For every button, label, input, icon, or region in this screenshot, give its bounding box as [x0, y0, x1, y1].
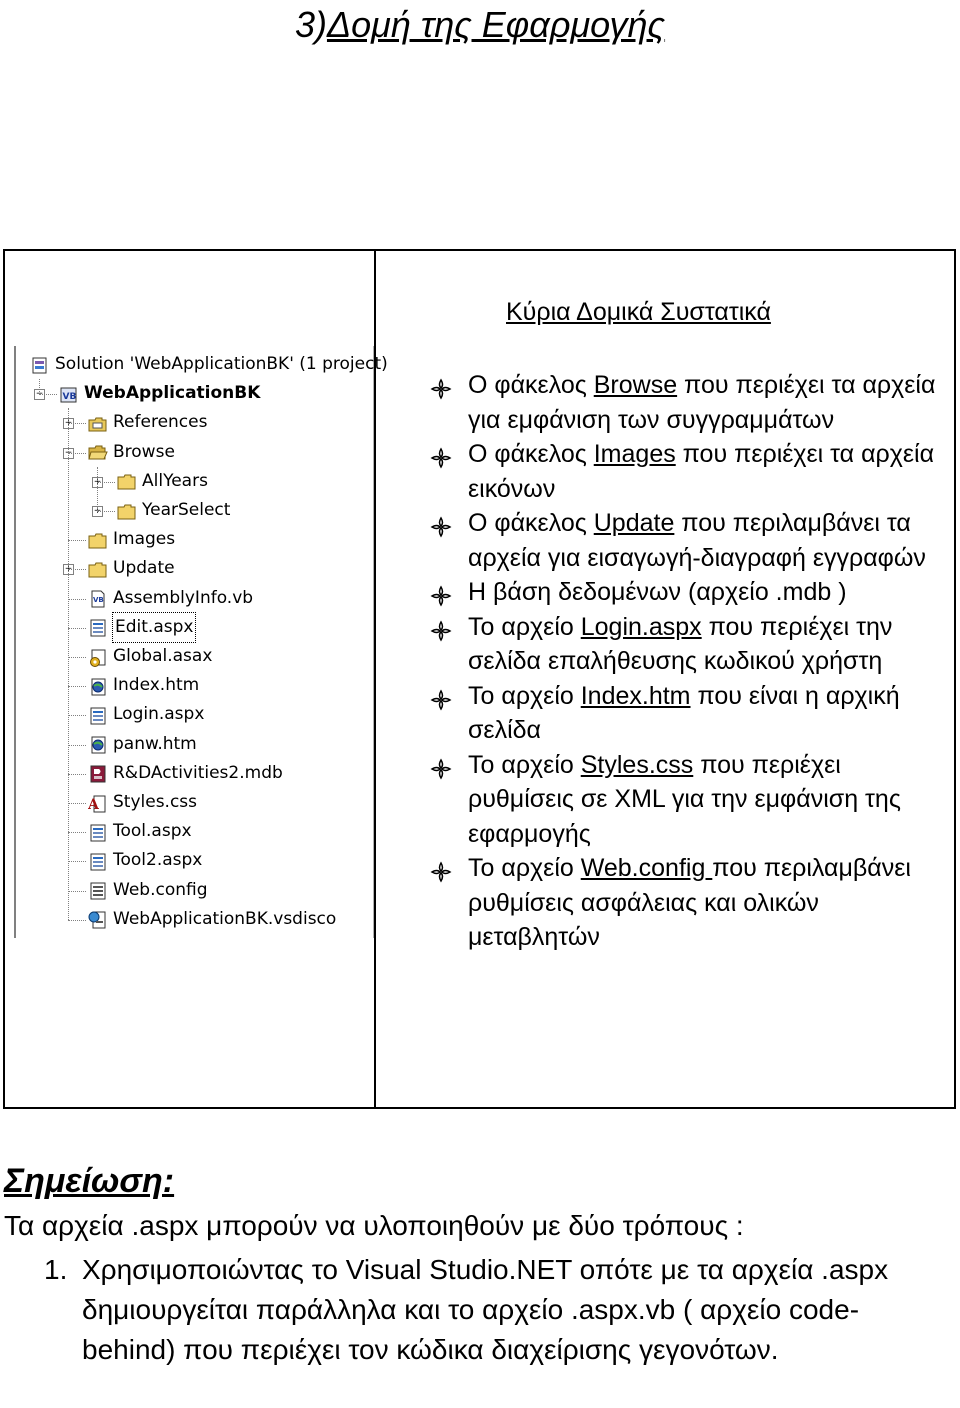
tree-connector [68, 745, 86, 746]
diamond-bullet-icon [430, 858, 452, 880]
svg-text:VB: VB [93, 596, 104, 605]
note-item-number: 1. [44, 1254, 68, 1285]
tree-connector [68, 453, 86, 454]
folder-icon [117, 472, 137, 490]
note-item [44, 1250, 944, 1370]
component-bullet [430, 610, 940, 679]
diamond-bullet-icon [430, 582, 452, 604]
tree-item[interactable] [117, 467, 208, 496]
tree-left-border [14, 346, 16, 938]
folder-open-icon [88, 443, 108, 461]
folder-icon [88, 560, 108, 578]
tree-item[interactable] [88, 642, 212, 671]
collapse-icon[interactable]: − [35, 389, 44, 400]
bullet-file-name: Styles.css [580, 750, 694, 779]
bullet-text: που περιλαμβάνει ρυθμίσεις ασφάλειας και ολικών μεταβλητών [468, 854, 911, 951]
bullet-text: Ο φάκελος [468, 371, 594, 399]
tree-connector [68, 832, 86, 833]
tree-item-label: Update [113, 558, 175, 579]
references-folder-icon [88, 414, 108, 432]
tree-item[interactable] [88, 584, 253, 613]
diamond-bullet-icon [430, 375, 452, 397]
htm-file-icon [88, 677, 108, 695]
tree-item[interactable] [88, 905, 336, 934]
bullet-text: που περιέχει τα αρχεία για εμφάνιση των συγγραμμάτων [468, 371, 936, 434]
vb-file-icon [88, 589, 108, 607]
bullet-text: που περιέχει ρυθμίσεις σε XML για την εμφάνιση της εφαρμογής [468, 750, 901, 848]
component-bullet [430, 575, 940, 610]
tree-item[interactable] [88, 613, 195, 642]
tree-item[interactable] [88, 554, 175, 583]
bullet-text: Η βάση δεδομένων (αρχείο .mdb ) [468, 578, 847, 606]
diamond-bullet-icon [430, 444, 452, 466]
tree-item-label: YearSelect [142, 500, 231, 520]
tree-connector [68, 920, 86, 921]
asax-file-icon [88, 648, 108, 666]
tree-item[interactable] [88, 671, 199, 700]
tree-item-label: R&DActivities2.mdb [113, 762, 283, 783]
folder-icon [117, 502, 137, 520]
expand-icon[interactable]: + [64, 564, 73, 575]
bullet-text: που είναι η αρχική σελίδα [468, 681, 900, 744]
mdb-file-icon [88, 764, 108, 782]
components-list [430, 368, 940, 955]
tree-connector [68, 803, 86, 804]
tree-connector [39, 379, 40, 394]
tree-connector [68, 774, 86, 775]
tree-connector [68, 686, 86, 687]
tree-item-label: Index.htm [113, 675, 200, 696]
config-file-icon [88, 881, 108, 899]
tree-connector [68, 423, 86, 424]
bullet-text: Το αρχείο [468, 750, 581, 779]
tree-connector [68, 715, 86, 716]
tree-item-label: WebApplicationBK.vsdisco [113, 908, 337, 929]
expand-icon[interactable]: + [93, 476, 102, 487]
diamond-bullet-icon [430, 755, 452, 777]
css-file-icon [88, 794, 108, 812]
tree-item-label: Web.config [113, 879, 208, 900]
component-bullet [430, 368, 940, 437]
tree-item[interactable] [88, 759, 283, 788]
tree-item-label: Login.aspx [113, 704, 205, 725]
component-bullet [430, 437, 940, 506]
tree-item[interactable] [88, 438, 175, 467]
tree-item-label: Styles.css [113, 792, 198, 812]
aspx-file-icon [88, 852, 108, 870]
tree-item-label: References [113, 412, 208, 433]
bullet-text: Ο φάκελος [468, 440, 594, 468]
tree-item[interactable] [117, 496, 230, 525]
bullet-text: Το αρχείο [468, 854, 581, 882]
tree-item[interactable] [59, 379, 260, 408]
tree-connector [68, 540, 86, 541]
tree-connector [39, 394, 57, 395]
bullet-text: Το αρχείο [468, 612, 581, 641]
bullet-text: που περιέχει την σελίδα επαλήθευσης κωδικού χρήστη [468, 612, 893, 675]
solution-explorer-tree [14, 346, 388, 938]
tree-connector [97, 482, 115, 483]
folder-icon [88, 531, 108, 549]
component-bullet [430, 506, 940, 575]
bullet-file-name: Web.config [580, 854, 713, 882]
tree-item[interactable] [88, 817, 192, 846]
tree-item[interactable] [88, 525, 175, 554]
tree-item-label: AllYears [142, 470, 208, 491]
note-heading: Σημείωση: [4, 1162, 175, 1200]
solution-icon [30, 356, 50, 374]
svg-text:VB: VB [62, 391, 77, 402]
tree-item[interactable] [88, 730, 197, 759]
tree-item[interactable] [88, 408, 207, 437]
component-bullet [430, 851, 940, 955]
tree-item-label: Tool.aspx [113, 821, 192, 842]
expand-icon[interactable]: + [93, 506, 102, 516]
page-title [0, 4, 960, 46]
tree-right-border [373, 346, 374, 938]
bullet-text: που περιλαμβάνει τα αρχεία για εισαγωγή-διαγραφή εγγραφών [468, 509, 926, 572]
tree-connector [68, 628, 86, 629]
tree-item[interactable] [88, 700, 204, 729]
aspx-file-icon [88, 706, 108, 724]
tree-item[interactable] [88, 788, 197, 817]
aspx-file-icon [88, 823, 108, 841]
vb-project-icon [59, 385, 79, 403]
tree-connector [68, 861, 86, 862]
diamond-bullet-icon [430, 686, 452, 708]
tree-item-label: Global.asax [113, 646, 213, 666]
tree-item-label: Tool2.aspx [113, 850, 203, 871]
tree-connector [68, 891, 86, 892]
tree-item[interactable] [88, 876, 208, 905]
bullet-text: Το αρχείο [468, 681, 581, 710]
vsdisco-file-icon [88, 910, 108, 928]
bullet-text: Ο φάκελος [468, 509, 594, 537]
bullet-file-name: Browse [593, 371, 678, 399]
tree-item[interactable] [30, 350, 388, 379]
note-intro: Τα αρχεία .aspx μπορούν να υλοποιηθούν με δύο τρόπους : [4, 1210, 744, 1241]
title-prefix: 3) [294, 4, 327, 45]
svg-text:A: A [88, 796, 99, 813]
tree-item[interactable] [88, 846, 202, 875]
bullet-file-name: Login.aspx [580, 612, 702, 641]
tree-connector [68, 569, 86, 570]
tree-connector [68, 657, 86, 658]
component-bullet [430, 748, 940, 852]
diamond-bullet-icon [430, 617, 452, 639]
title-text: Δομή της Εφαρμογής [326, 4, 666, 45]
note-item-text: Χρησιμοποιώντας το Visual Studio.NET οπότε με τα αρχεία .aspx δημιουργείται παράλληλα και το αρχείο .aspx.vb ( αρχείο code-behind) που περιέχει τον κώδικα διαχείρισης γεγονότων. [82, 1254, 889, 1365]
tree-item-label: Solution 'WebApplicationBK' (1 project) [55, 354, 388, 374]
tree-item-label: AssemblyInfo.vb [113, 587, 254, 608]
tree-connector [68, 599, 86, 600]
collapse-icon[interactable]: − [64, 447, 73, 458]
htm-file-icon [88, 735, 108, 753]
diamond-bullet-icon [430, 513, 452, 535]
tree-connector [97, 511, 115, 512]
tree-item-label: Images [113, 529, 176, 550]
bullet-file-name: Update [593, 509, 675, 537]
tree-item-label: Browse [113, 441, 175, 462]
expand-icon[interactable]: + [64, 418, 73, 429]
tree-item-label: panw.htm [113, 733, 197, 754]
bullet-file-name: Index.htm [580, 681, 691, 710]
component-bullet [430, 679, 940, 748]
components-heading: Κύρια Δομικά Συστατικά [506, 298, 771, 326]
bullet-file-name: Images [593, 440, 676, 468]
note-list [44, 1250, 944, 1370]
tree-connector [68, 408, 69, 919]
aspx-file-icon [88, 618, 108, 636]
bullet-text: που περιέχει τα αρχεία εικόνων [468, 440, 935, 503]
tree-item-label: Edit.aspx [113, 613, 195, 642]
tree-item-label: WebApplicationBK [84, 383, 261, 404]
tree-connector [97, 467, 98, 511]
